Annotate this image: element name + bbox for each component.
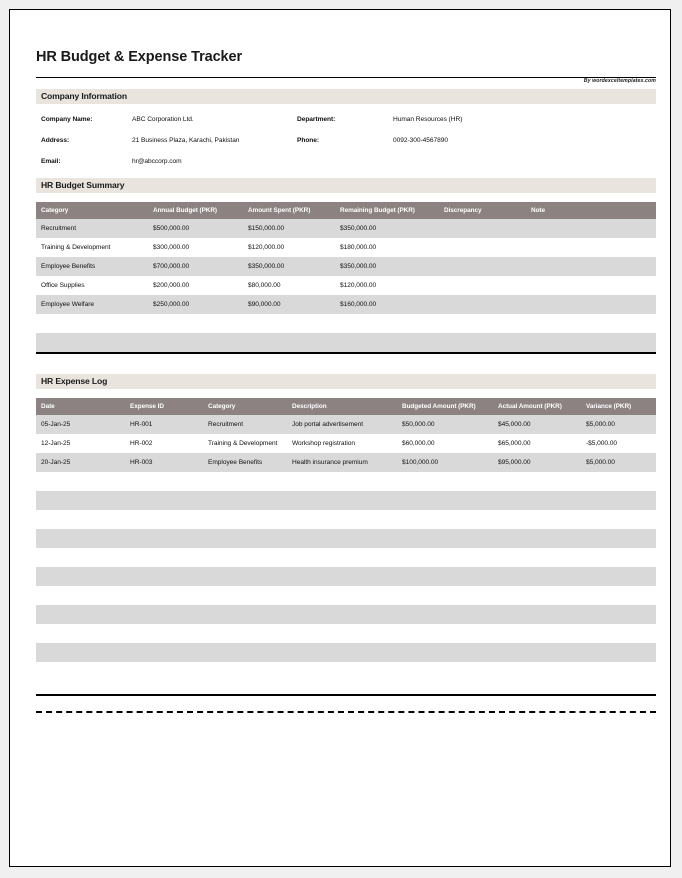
budget-summary-cell[interactable] — [439, 238, 526, 257]
expense-log-cell[interactable] — [287, 567, 397, 586]
budget-summary-cell[interactable] — [439, 276, 526, 295]
expense-log-cell[interactable]: $50,000.00 — [397, 415, 493, 434]
footer-solid-divider — [36, 694, 656, 696]
expense-log-cell[interactable] — [203, 529, 287, 548]
expense-log-cell[interactable] — [203, 491, 287, 510]
phone-value: 0092-300-4567890 — [393, 137, 448, 145]
expense-log-cell[interactable] — [36, 624, 125, 643]
expense-log-cell[interactable] — [125, 643, 203, 662]
expense-log-cell[interactable] — [36, 605, 125, 624]
expense-log-row[interactable] — [36, 453, 656, 472]
budget-summary-header-row — [36, 202, 656, 219]
expense-log-cell[interactable] — [581, 491, 656, 510]
expense-log-cell[interactable] — [397, 643, 493, 662]
budget-summary-cell[interactable] — [439, 333, 526, 352]
expense-log-cell[interactable]: $100,000.00 — [397, 453, 493, 472]
budget-summary-row[interactable] — [36, 219, 656, 238]
expense-log-cell[interactable]: $95,000.00 — [493, 453, 581, 472]
budget-summary-column-header: Discrepancy — [439, 202, 526, 219]
spacer-after-budget-summary — [36, 354, 656, 374]
expense-log-cell[interactable] — [125, 605, 203, 624]
document-page — [9, 9, 671, 867]
expense-log-cell[interactable] — [125, 624, 203, 643]
budget-summary-table — [36, 202, 656, 352]
expense-log-cell[interactable]: HR-002 — [125, 434, 203, 453]
budget-summary-row[interactable] — [36, 276, 656, 295]
expense-log-cell[interactable]: $5,000.00 — [581, 453, 656, 472]
expense-log-table — [36, 398, 656, 681]
budget-summary-cell[interactable]: $700,000.00 — [148, 257, 243, 276]
expense-log-cell[interactable] — [287, 605, 397, 624]
expense-log-row[interactable] — [36, 510, 656, 529]
expense-log-cell[interactable] — [397, 548, 493, 567]
expense-log-cell[interactable] — [581, 548, 656, 567]
expense-log-cell[interactable] — [397, 624, 493, 643]
budget-summary-column-header: Remaining Budget (PKR) — [335, 202, 439, 219]
expense-log-cell[interactable] — [581, 586, 656, 605]
budget-summary-cell[interactable] — [243, 333, 335, 352]
expense-log-row[interactable] — [36, 605, 656, 624]
company-information-fields — [36, 116, 656, 178]
expense-log-cell[interactable] — [397, 567, 493, 586]
expense-log-cell[interactable] — [203, 548, 287, 567]
expense-log-cell[interactable]: Workshop registration — [287, 434, 397, 453]
expense-log-cell[interactable]: HR-001 — [125, 415, 203, 434]
budget-summary-cell[interactable] — [526, 333, 656, 352]
expense-log-cell[interactable] — [493, 567, 581, 586]
expense-log-cell[interactable] — [581, 529, 656, 548]
expense-log-cell[interactable] — [581, 662, 656, 681]
budget-summary-column-header: Amount Spent (PKR) — [243, 202, 335, 219]
email-value: hr@abccorp.com — [132, 158, 182, 166]
budget-summary-header — [36, 202, 656, 219]
expense-log-cell[interactable] — [493, 510, 581, 529]
expense-log-cell[interactable] — [36, 567, 125, 586]
expense-log-row[interactable] — [36, 415, 656, 434]
expense-log-column-header: Actual Amount (PKR) — [493, 398, 581, 415]
expense-log-row[interactable] — [36, 662, 656, 681]
expense-log-cell[interactable]: -$5,000.00 — [581, 434, 656, 453]
budget-summary-cell[interactable] — [439, 295, 526, 314]
address-value: 21 Business Plaza, Karachi, Pakistan — [132, 137, 240, 145]
address-label: Address: — [41, 137, 70, 145]
expense-log-row[interactable] — [36, 567, 656, 586]
budget-summary-cell[interactable] — [335, 314, 439, 333]
expense-log-cell[interactable] — [493, 662, 581, 681]
section-header-expense-log: HR Expense Log — [36, 374, 656, 389]
expense-log-cell[interactable] — [287, 491, 397, 510]
expense-log-cell[interactable] — [36, 510, 125, 529]
expense-log-column-header: Variance (PKR) — [581, 398, 656, 415]
budget-summary-column-header: Note — [526, 202, 656, 219]
expense-log-cell[interactable] — [36, 491, 125, 510]
budget-summary-body — [36, 219, 656, 352]
expense-log-cell[interactable] — [125, 567, 203, 586]
budget-summary-cell[interactable] — [36, 333, 148, 352]
expense-log-cell[interactable] — [397, 529, 493, 548]
budget-summary-cell[interactable] — [36, 314, 148, 333]
page-title: HR Budget & Expense Tracker — [36, 49, 243, 65]
budget-summary-row[interactable] — [36, 238, 656, 257]
credit-watermark: By wordexceltemplates.com — [583, 78, 656, 85]
expense-log-row[interactable] — [36, 643, 656, 662]
expense-log-cell[interactable] — [493, 491, 581, 510]
expense-log-row[interactable] — [36, 434, 656, 453]
expense-log-header — [36, 398, 656, 415]
budget-summary-row[interactable] — [36, 314, 656, 333]
expense-log-cell[interactable] — [36, 529, 125, 548]
company-name-value: ABC Corporation Ltd. — [132, 116, 194, 124]
expense-log-cell[interactable] — [125, 529, 203, 548]
expense-log-cell[interactable] — [36, 548, 125, 567]
expense-log-row[interactable] — [36, 529, 656, 548]
expense-log-cell[interactable] — [397, 510, 493, 529]
expense-log-cell[interactable] — [125, 472, 203, 491]
expense-log-cell[interactable]: 05-Jan-25 — [36, 415, 125, 434]
expense-log-cell[interactable]: 12-Jan-25 — [36, 434, 125, 453]
expense-log-cell[interactable] — [203, 510, 287, 529]
department-label: Department: — [297, 116, 336, 124]
expense-log-cell[interactable] — [125, 548, 203, 567]
expense-log-cell[interactable] — [203, 472, 287, 491]
expense-log-cell[interactable] — [397, 662, 493, 681]
company-name-label: Company Name: — [41, 116, 93, 124]
budget-summary-cell[interactable] — [439, 314, 526, 333]
budget-summary-cell[interactable]: $350,000.00 — [243, 257, 335, 276]
expense-log-cell[interactable]: HR-003 — [125, 453, 203, 472]
expense-log-cell[interactable] — [581, 605, 656, 624]
expense-log-body — [36, 415, 656, 681]
expense-log-row[interactable] — [36, 586, 656, 605]
budget-summary-cell[interactable]: Training & Development — [36, 238, 148, 257]
email-label: Email: — [41, 158, 61, 166]
expense-log-cell[interactable] — [397, 472, 493, 491]
expense-log-cell[interactable]: 20-Jan-25 — [36, 453, 125, 472]
expense-log-cell[interactable] — [287, 643, 397, 662]
budget-summary-cell[interactable]: $300,000.00 — [148, 238, 243, 257]
budget-summary-cell[interactable]: $200,000.00 — [148, 276, 243, 295]
budget-summary-cell[interactable] — [526, 314, 656, 333]
expense-log-cell[interactable] — [287, 472, 397, 491]
budget-summary-cell[interactable]: $160,000.00 — [335, 295, 439, 314]
expense-log-cell[interactable] — [203, 662, 287, 681]
expense-log-cell[interactable] — [581, 510, 656, 529]
page-content — [36, 50, 656, 713]
expense-log-row[interactable] — [36, 472, 656, 491]
expense-log-cell[interactable]: $60,000.00 — [397, 434, 493, 453]
budget-summary-cell[interactable]: Employee Welfare — [36, 295, 148, 314]
expense-log-cell[interactable] — [493, 643, 581, 662]
expense-log-cell[interactable] — [287, 662, 397, 681]
budget-summary-cell[interactable] — [439, 219, 526, 238]
company-info-row-3 — [36, 158, 656, 179]
expense-log-cell[interactable] — [581, 567, 656, 586]
budget-summary-cell[interactable]: $180,000.00 — [335, 238, 439, 257]
expense-log-cell[interactable]: Job portal advertisement — [287, 415, 397, 434]
company-info-row-2 — [36, 137, 656, 158]
expense-log-cell[interactable] — [397, 491, 493, 510]
budget-summary-column-header: Category — [36, 202, 148, 219]
expense-log-cell[interactable]: Health insurance premium — [287, 453, 397, 472]
budget-summary-cell[interactable] — [526, 219, 656, 238]
expense-log-cell[interactable] — [36, 586, 125, 605]
budget-summary-cell[interactable] — [526, 257, 656, 276]
expense-log-cell[interactable] — [287, 510, 397, 529]
budget-summary-table-wrap — [36, 202, 656, 354]
expense-log-cell[interactable] — [397, 605, 493, 624]
expense-log-cell[interactable] — [125, 510, 203, 529]
budget-summary-cell[interactable]: Office Supplies — [36, 276, 148, 295]
budget-summary-row[interactable] — [36, 257, 656, 276]
expense-log-cell[interactable] — [203, 605, 287, 624]
credit-row — [36, 78, 656, 89]
phone-label: Phone: — [297, 137, 320, 145]
expense-log-cell[interactable] — [493, 605, 581, 624]
expense-log-cell[interactable] — [203, 643, 287, 662]
expense-log-cell[interactable] — [287, 586, 397, 605]
budget-summary-cell[interactable]: $120,000.00 — [243, 238, 335, 257]
budget-summary-cell[interactable]: $150,000.00 — [243, 219, 335, 238]
budget-summary-cell[interactable]: $80,000.00 — [243, 276, 335, 295]
budget-summary-cell[interactable]: Recruitment — [36, 219, 148, 238]
expense-log-column-header: Category — [203, 398, 287, 415]
expense-log-column-header: Description — [287, 398, 397, 415]
budget-summary-row[interactable] — [36, 295, 656, 314]
budget-summary-row[interactable] — [36, 333, 656, 352]
expense-log-cell[interactable] — [493, 586, 581, 605]
budget-summary-cell[interactable] — [526, 238, 656, 257]
expense-log-cell[interactable] — [36, 472, 125, 491]
budget-summary-cell[interactable]: $90,000.00 — [243, 295, 335, 314]
budget-summary-cell[interactable]: $500,000.00 — [148, 219, 243, 238]
expense-log-cell[interactable]: Employee Benefits — [203, 453, 287, 472]
expense-log-cell[interactable] — [287, 624, 397, 643]
budget-summary-cell[interactable] — [526, 276, 656, 295]
expense-log-cell[interactable] — [287, 529, 397, 548]
expense-log-cell[interactable] — [125, 586, 203, 605]
footer-dashed-divider — [36, 711, 656, 713]
expense-log-cell[interactable] — [36, 662, 125, 681]
budget-summary-cell[interactable]: $250,000.00 — [148, 295, 243, 314]
expense-log-cell[interactable]: $45,000.00 — [493, 415, 581, 434]
expense-log-cell[interactable] — [203, 586, 287, 605]
expense-log-cell[interactable] — [125, 662, 203, 681]
expense-log-cell[interactable] — [493, 472, 581, 491]
expense-log-cell[interactable]: $5,000.00 — [581, 415, 656, 434]
budget-summary-cell[interactable]: $350,000.00 — [335, 219, 439, 238]
expense-log-column-header: Date — [36, 398, 125, 415]
expense-log-column-header: Budgeted Amount (PKR) — [397, 398, 493, 415]
expense-log-row[interactable] — [36, 624, 656, 643]
expense-log-cell[interactable] — [493, 529, 581, 548]
expense-log-cell[interactable] — [581, 624, 656, 643]
expense-log-cell[interactable] — [493, 548, 581, 567]
expense-log-header-row — [36, 398, 656, 415]
budget-summary-cell[interactable] — [148, 333, 243, 352]
section-header-company-information: Company Information — [36, 89, 656, 104]
expense-log-row[interactable] — [36, 491, 656, 510]
expense-log-row[interactable] — [36, 548, 656, 567]
budget-summary-cell[interactable]: $350,000.00 — [335, 257, 439, 276]
budget-summary-cell[interactable] — [335, 333, 439, 352]
expense-log-cell[interactable]: Recruitment — [203, 415, 287, 434]
expense-log-column-header: Expense ID — [125, 398, 203, 415]
expense-log-cell[interactable] — [36, 643, 125, 662]
budget-summary-cell[interactable]: $120,000.00 — [335, 276, 439, 295]
department-value: Human Resources (HR) — [393, 116, 463, 124]
section-header-budget-summary: HR Budget Summary — [36, 178, 656, 193]
expense-log-cell[interactable] — [125, 491, 203, 510]
budget-summary-cell[interactable] — [526, 295, 656, 314]
expense-log-cell[interactable]: Training & Development — [203, 434, 287, 453]
budget-summary-cell[interactable]: Employee Benefits — [36, 257, 148, 276]
company-info-row-1 — [36, 116, 656, 137]
expense-log-table-wrap — [36, 398, 656, 681]
expense-log-cell[interactable] — [203, 624, 287, 643]
expense-log-cell[interactable] — [581, 643, 656, 662]
budget-summary-cell[interactable] — [243, 314, 335, 333]
budget-summary-column-header: Annual Budget (PKR) — [148, 202, 243, 219]
expense-log-cell[interactable] — [203, 567, 287, 586]
expense-log-cell[interactable] — [581, 472, 656, 491]
budget-summary-cell[interactable] — [439, 257, 526, 276]
expense-log-cell[interactable] — [397, 586, 493, 605]
expense-log-cell[interactable] — [287, 548, 397, 567]
expense-log-cell[interactable]: $65,000.00 — [493, 434, 581, 453]
expense-log-cell[interactable] — [493, 624, 581, 643]
budget-summary-cell[interactable] — [148, 314, 243, 333]
